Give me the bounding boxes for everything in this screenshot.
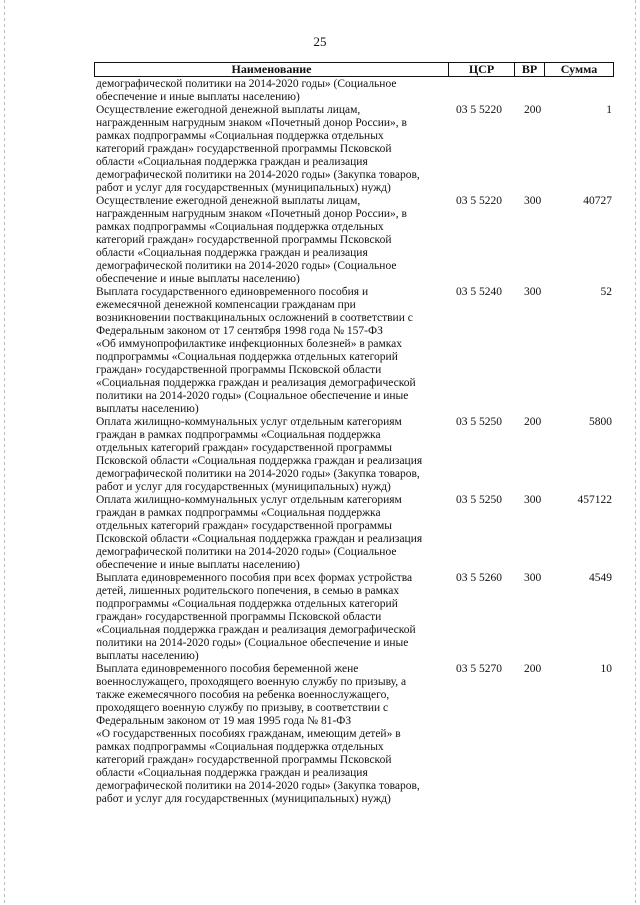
row-vr: 200 — [524, 104, 542, 116]
header-name: Наименование — [95, 63, 449, 76]
row-description: Осуществление ежегодной денежной выплаты лицам, награжденным нагрудным знаком «Почетный донор России», в рамках подпрограммы «Социальная поддержка отдельных категорий граждан» государственной программы Псковской области «Социальная поддержка граждан и реализация демографической политики на 2014-2020 годы» (Закупка товаров, работ и услуг для государственных (муниципальных) нужд) — [96, 104, 420, 194]
row-description: Выплата государственного единовременного пособия и ежемесячной денежной компенсации гражданам при возникновении поствакцинальных осложнений в соответствии с Федеральным законом от 17 сентября 1998 года № 157-ФЗ «Об иммунопрофилактике инфекционных болезней» в рамках подпрограммы «Социальная поддержка отдельных категорий граждан» государственной программы Псковской области «Социальная поддержка граждан и реализация демографической политики на 2014-2020 годы» (Социальное обеспечение и иные выплаты населению) — [96, 286, 416, 415]
scan-edge-right — [635, 0, 636, 905]
row-vr: 300 — [524, 572, 542, 584]
row-vr: 300 — [524, 195, 542, 207]
header-csr: ЦСР — [449, 63, 515, 76]
table-row — [96, 663, 614, 806]
row-vr: 200 — [524, 663, 542, 675]
row-sum: 52 — [600, 286, 612, 298]
row-sum: 457122 — [577, 494, 612, 506]
header-vr: ВР — [515, 63, 545, 76]
scan-edge-left — [4, 0, 5, 905]
row-description: демографической политики на 2014-2020 годы» (Социальное обеспечение и иные выплаты населению) — [96, 78, 397, 103]
row-description: Выплата единовременного пособия беременной жене военнослужащего, проходящего военную службу по призыву, а также ежемесячного пособия на ребенка военнослужащего, проходящего военную службу по призыву, в соответствии с Федеральным законом от 19 мая 1995 года № 81-ФЗ «О государственных пособиях гражданам, имеющим детей» в рамках подпрограммы «Социальная поддержка отдельных категорий граждан» государственной программы Псковской области «Социальная поддержка граждан и реализация демографической политики на 2014-2020 годы» (Закупка товаров, работ и услуг для государственных (муниципальных) нужд) — [96, 663, 420, 805]
row-description: Выплата единовременного пособия при всех формах устройства детей, лишенных родительского попечения, в семью в рамках подпрограммы «Социальная поддержка отдельных категорий граждан» государственной программы Псковской области «Социальная поддержка граждан и реализация демографической политики на 2014-2020 годы» (Социальное обеспечение и иные выплаты населению) — [96, 572, 416, 662]
table-header — [94, 62, 614, 77]
table-row — [96, 572, 614, 663]
table-row — [96, 78, 614, 104]
row-csr: 03 5 5270 — [456, 663, 502, 675]
row-csr: 03 5 5250 — [456, 494, 502, 506]
row-csr: 03 5 5220 — [456, 195, 502, 207]
table-row — [96, 416, 614, 494]
row-sum: 5800 — [589, 416, 612, 428]
row-vr: 300 — [524, 286, 542, 298]
row-sum: 10 — [600, 663, 612, 675]
row-description: Осуществление ежегодной денежной выплаты лицам, награжденным нагрудным знаком «Почетный донор России», в рамках подпрограммы «Социальная поддержка отдельных категорий граждан» государственной программы Псковской области «Социальная поддержка граждан и реализация демографической политики на 2014-2020 годы» (Социальное обеспечение и иные выплаты населению) — [96, 195, 407, 285]
row-sum: 4549 — [589, 572, 612, 584]
row-sum: 1 — [606, 104, 612, 116]
row-csr: 03 5 5260 — [456, 572, 502, 584]
table-body — [96, 78, 614, 806]
page-number: 25 — [313, 34, 327, 49]
row-csr: 03 5 5250 — [456, 416, 502, 428]
table-row — [96, 494, 614, 572]
table-row — [96, 195, 614, 286]
row-csr: 03 5 5240 — [456, 286, 502, 298]
row-sum: 40727 — [583, 195, 612, 207]
row-vr: 200 — [524, 416, 542, 428]
header-sum: Сумма — [560, 62, 598, 76]
row-csr: 03 5 5220 — [456, 104, 502, 116]
table-row — [96, 286, 614, 416]
row-description: Оплата жилищно-коммунальных услуг отдельным категориям граждан в рамках подпрограммы «Социальная поддержка отдельных категорий граждан» государственной программы Псковской области «Социальная поддержка граждан и реализация демографической политики на 2014-2020 годы» (Закупка товаров, работ и услуг для государственных (муниципальных) нужд) — [96, 416, 423, 493]
row-description: Оплата жилищно-коммунальных услуг отдельным категориям граждан в рамках подпрограммы «Социальная поддержка отдельных категорий граждан» государственной программы Псковской области «Социальная поддержка граждан и реализация демографической политики на 2014-2020 годы» (Социальное обеспечение и иные выплаты населению) — [96, 494, 423, 571]
row-vr: 300 — [524, 494, 542, 506]
table-row — [96, 104, 614, 195]
